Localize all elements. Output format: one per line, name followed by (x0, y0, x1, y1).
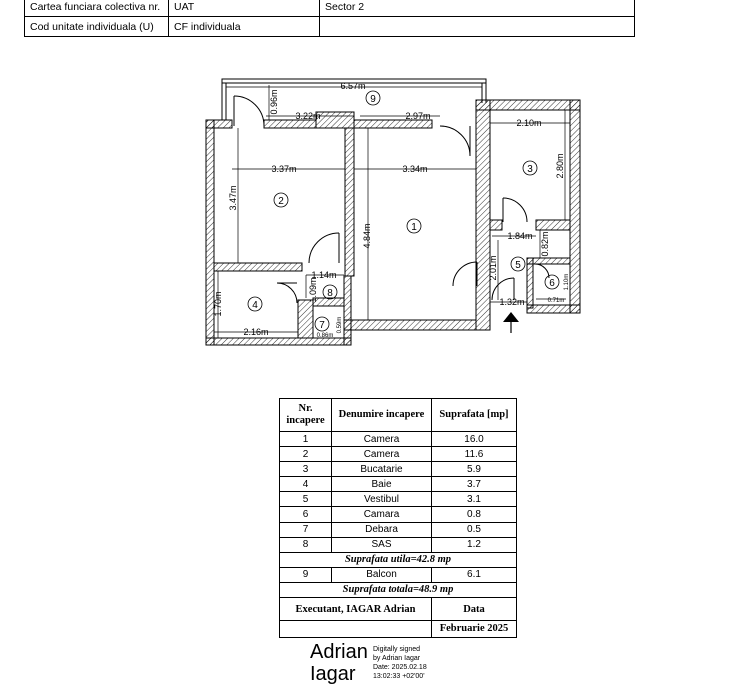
dim-debara-width: 0.86m (316, 333, 334, 339)
cell-name: Camera (332, 447, 432, 462)
room-marker: 5 (515, 260, 521, 271)
cell-nr: 6 (280, 507, 332, 522)
header-cell: Sector 2 (320, 0, 635, 17)
room-marker: 9 (370, 94, 376, 105)
table-row (280, 477, 517, 492)
dim-room2-height: 3.47m (228, 185, 238, 211)
entry-arrow-icon (503, 312, 519, 333)
useful-total: Suprafata utila=42.8 mp (280, 552, 517, 567)
dim-debara-height: 0.59m (337, 316, 343, 334)
cell-nr: 2 (280, 447, 332, 462)
dim-sas-height: 1.09m (308, 277, 318, 303)
table-row (280, 507, 517, 522)
dim-bath-height: 1.70m (213, 291, 223, 317)
header-cell: Cartea funciara colectiva nr. (25, 0, 169, 17)
room-marker: 8 (327, 288, 333, 299)
dim-hall-width: 1.84m (507, 231, 533, 241)
cell-nr: 5 (280, 492, 332, 507)
dim-hall-side: 0.82m (540, 231, 550, 257)
cell-area: 16.0 (432, 432, 517, 447)
date-label: Data (432, 598, 517, 621)
signature-name: Adrian Iagar (310, 641, 368, 686)
table-row (280, 522, 517, 537)
dim-sas-width: 1.14m (311, 270, 337, 280)
dim-room2-width: 3.37m (271, 164, 297, 174)
grand-total-row (280, 582, 517, 597)
executant-label: Executant, IAGAR Adrian (280, 598, 432, 621)
cell-nr: 3 (280, 462, 332, 477)
header-cell: UAT (169, 0, 320, 17)
dim-kitchen-side: 2.80m (555, 153, 565, 179)
cell-name: Camera (332, 432, 432, 447)
area-table (279, 398, 517, 686)
cell-nr: 8 (280, 537, 332, 552)
table-row (280, 447, 517, 462)
area-table-header (280, 399, 517, 432)
cell-area: 3.1 (432, 492, 517, 507)
dim-bath-width: 2.16m (243, 327, 269, 337)
cell-nr: 4 (280, 477, 332, 492)
cell-nr: 9 (280, 567, 332, 582)
cell-area: 5.9 (432, 462, 517, 477)
table-row (280, 567, 517, 582)
room-marker: 6 (549, 278, 555, 289)
dim-entry-width: 1.32m (499, 297, 525, 307)
cell-nr: 1 (280, 432, 332, 447)
column-header: Denumire incapere (332, 399, 432, 432)
signature-block (280, 621, 432, 686)
cell-area: 11.6 (432, 447, 517, 462)
cell-area: 3.7 (432, 477, 517, 492)
table-row (280, 432, 517, 447)
dim-camara-width: 0.71m (547, 298, 565, 304)
cell-name: Baie (332, 477, 432, 492)
dim-kitchen-top: 2.10m (516, 118, 542, 128)
dim-room1-width: 3.34m (402, 164, 428, 174)
cell-name: Vestibul (332, 492, 432, 507)
cell-name: Balcon (332, 567, 432, 582)
table-row (280, 537, 517, 552)
cell-area: 6.1 (432, 567, 517, 582)
date-value: Februarie 2025 (432, 621, 517, 638)
header-cell: CF individuala (169, 17, 320, 37)
cell-nr: 7 (280, 522, 332, 537)
header-cell: Cod unitate individuala (U) (25, 17, 169, 37)
cell-name: Bucatarie (332, 462, 432, 477)
digital-signature-text: Digitally signed by Adrian Iagar Date: 2025.02.18 13:02:33 +02'00' (373, 646, 427, 681)
cell-area: 0.5 (432, 522, 517, 537)
column-header: Nr. incapere (280, 399, 332, 432)
cell-area: 1.2 (432, 537, 517, 552)
table-row (280, 462, 517, 477)
column-header: Suprafata [mp] (432, 399, 517, 432)
signature-row (280, 621, 517, 638)
dim-left-top: 3.22m (295, 111, 321, 121)
room-marker: 3 (527, 164, 533, 175)
room-marker: 1 (411, 222, 417, 233)
dim-balcony-depth: 0.96m (269, 89, 279, 115)
cell-name: Debara (332, 522, 432, 537)
cell-name: Camara (332, 507, 432, 522)
cell-name: SAS (332, 537, 432, 552)
room-marker: 4 (252, 300, 258, 311)
dim-hall-height: 2.01m (488, 255, 498, 281)
dim-room1-height: 4.84m (362, 223, 372, 249)
room-marker: 7 (319, 320, 325, 331)
dim-camara-height: 1.10m (564, 273, 570, 291)
useful-total-row (280, 552, 517, 567)
room-marker: 2 (278, 196, 284, 207)
cell-area: 0.8 (432, 507, 517, 522)
executant-row (280, 598, 517, 621)
dim-balcony-width: 6.57m (340, 81, 366, 91)
dim-right-top: 2.97m (405, 111, 431, 121)
walls (206, 100, 580, 345)
table-row (280, 492, 517, 507)
grand-total: Suprafata totala=48.9 mp (280, 582, 517, 597)
